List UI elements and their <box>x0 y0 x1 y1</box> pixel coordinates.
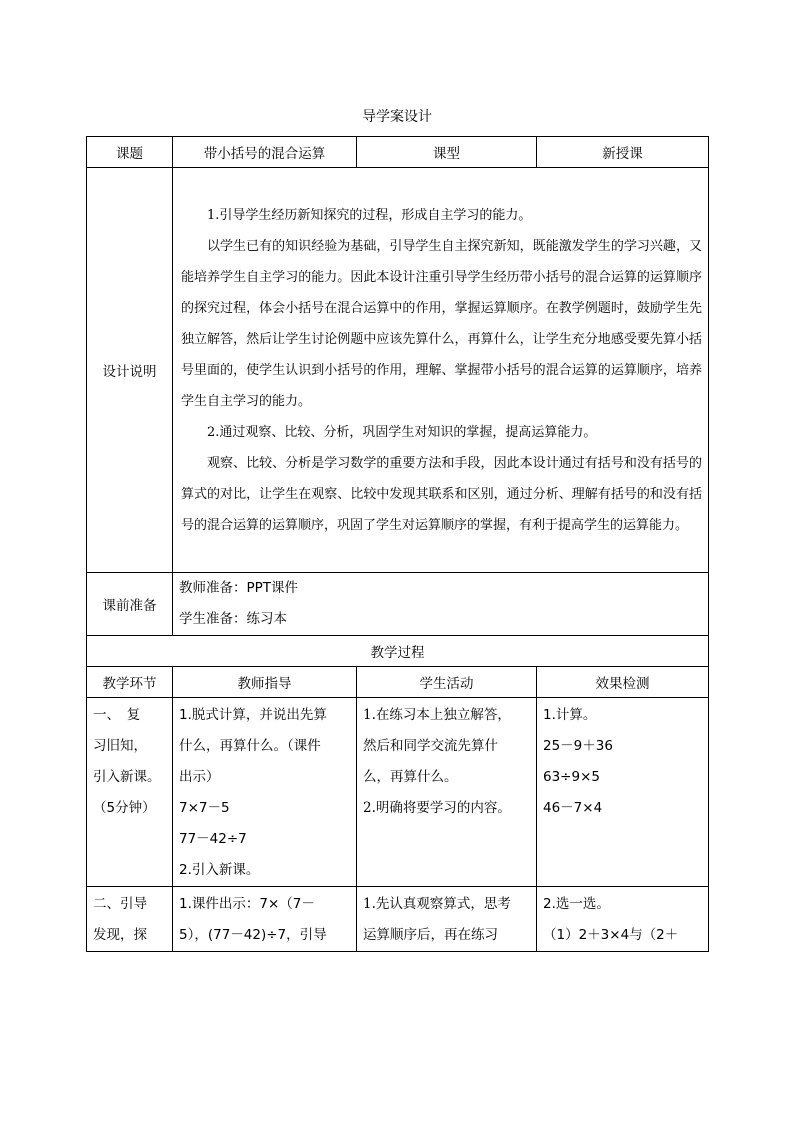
column-header: 学生活动 <box>357 667 537 698</box>
student-line: 运算顺序后，再在练习 <box>363 927 498 943</box>
check-line: 46－7×4 <box>543 800 603 816</box>
column-header: 效果检测 <box>537 667 709 698</box>
check-line: 25－9＋36 <box>543 738 613 754</box>
topic-value: 带小括号的混合运算 <box>173 137 357 168</box>
teacher-prep: 教师准备：PPT课件 <box>179 580 299 596</box>
page-title: 导学案设计 <box>362 109 432 125</box>
design-content <box>173 168 709 573</box>
prep-content <box>173 573 709 636</box>
stage-line: 习旧知， <box>93 738 147 754</box>
check-line: 1.计算。 <box>543 707 597 723</box>
prep-row <box>87 573 709 636</box>
check-line: （1）2＋3×4与（2＋ <box>543 927 679 943</box>
design-paragraph: 2.通过观察、比较、分析，巩固学生对知识的掌握，提高运算能力。 <box>207 424 597 440</box>
design-paragraph: 以学生已有的知识经验为基础，引导学生自主探究新知，既能激发学生的学习兴趣，又能培养学生自主学习的能力。因此本设计注重引导学生经历带小括号的混合运算的运算顺序的探究过程，体会小括号在混合运算中的作用，掌握运算顺序。在教学例题时，鼓励学生先独立解答，然后让学生讨论例题中应该先算什么，再算什么，让学生充分地感受要先算小括号里面的，使学生认识到小括号的作用，理解、掌握带小括号的混合运算的运算顺序，培养学生自主学习的能力。 <box>181 238 702 409</box>
teacher-cell <box>173 887 357 952</box>
lesson-plan-table <box>86 136 709 952</box>
teacher-line: 1.课件出示：7×（7－ <box>179 896 315 912</box>
teacher-line: 7×7－5 <box>179 800 230 816</box>
type-label: 课型 <box>357 137 537 168</box>
process-title-row <box>87 636 709 667</box>
column-header: 教师指导 <box>173 667 357 698</box>
stage-line: 一、 复 <box>93 707 141 723</box>
check-cell <box>537 698 709 887</box>
teacher-line: 5），(77－42)÷7，引导 <box>179 927 327 943</box>
design-paragraph: 观察、比较、分析是学习数学的重要方法和手段，因此本设计通过有括号和没有括号的算式的对比，让学生在观察、比较中发现其联系和区别，通过分析、理解有括号的和没有括号的混合运算的运算顺序，巩固了学生对运算顺序的掌握，有利于提高学生的运算能力。 <box>181 455 702 533</box>
stage-line: 引入新课。 <box>93 769 161 785</box>
stage-line: 发现，探 <box>93 927 147 943</box>
check-line: 63÷9×5 <box>543 769 600 785</box>
process-columns-row <box>87 667 709 698</box>
column-header: 教学环节 <box>87 667 173 698</box>
table-row <box>87 887 709 952</box>
stage-cell <box>87 887 173 952</box>
teacher-line: 77－42÷7 <box>179 831 247 847</box>
student-cell <box>357 887 537 952</box>
table-row <box>87 698 709 887</box>
student-line: 2.明确将要学习的内容。 <box>363 800 511 816</box>
topic-label: 课题 <box>87 137 173 168</box>
stage-line: 二、引导 <box>93 896 147 912</box>
teacher-cell <box>173 698 357 887</box>
teacher-line: 什么，再算什么。（课件 <box>179 738 321 754</box>
design-label: 设计说明 <box>87 168 173 573</box>
stage-line: （5分钟） <box>93 800 156 816</box>
design-paragraph: 1.引导学生经历新知探究的过程，形成自主学习的能力。 <box>207 207 532 223</box>
student-line: 么，再算什么。 <box>363 769 458 785</box>
student-cell <box>357 698 537 887</box>
prep-label: 课前准备 <box>87 573 173 636</box>
stage-cell <box>87 698 173 887</box>
header-row <box>87 137 709 168</box>
student-line: 然后和同学交流先算什 <box>363 738 498 754</box>
teacher-line: 2.引入新课。 <box>179 862 260 878</box>
design-row <box>87 168 709 573</box>
student-line: 1.在练习本上独立解答， <box>363 707 511 723</box>
teacher-line: 1.脱式计算，并说出先算 <box>179 707 327 723</box>
student-line: 1.先认真观察算式，思考 <box>363 896 511 912</box>
type-value: 新授课 <box>537 137 709 168</box>
check-line: 2.选一选。 <box>543 896 610 912</box>
student-prep: 学生准备：练习本 <box>179 611 287 627</box>
check-cell <box>537 887 709 952</box>
process-title: 教学过程 <box>87 636 709 667</box>
teacher-line: 出示） <box>179 769 220 785</box>
